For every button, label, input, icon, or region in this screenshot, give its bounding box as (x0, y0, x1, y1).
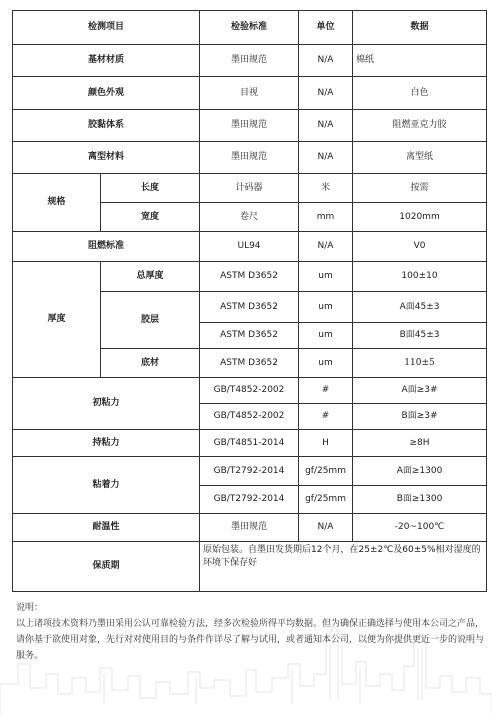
row-label: 长度 (101, 174, 200, 203)
table-row (13, 45, 487, 77)
row-label: 离型材料 (13, 142, 200, 174)
row-standard: ASTM D3652 (200, 262, 299, 292)
row-standard: 墨田规范 (200, 514, 299, 542)
row-unit: N/A (299, 110, 353, 142)
table-row (13, 514, 487, 542)
row-unit: H (299, 430, 353, 457)
row-value: 阻燃亚克力胶 (353, 110, 487, 142)
row-unit: 米 (299, 174, 353, 203)
spec-group-label: 规格 (13, 174, 101, 232)
row-label: 底材 (101, 349, 200, 378)
header-standard: 检验标准 (200, 11, 299, 45)
row-standard: 墨田规范 (200, 45, 299, 77)
row-standard: ASTM D3652 (200, 349, 299, 378)
table-row (13, 110, 487, 142)
row-value: 按需 (353, 174, 487, 203)
table-row (13, 262, 487, 292)
row-label: 总厚度 (101, 262, 200, 292)
row-value: 110±5 (353, 349, 487, 378)
table-row (13, 142, 487, 174)
table-row (13, 378, 487, 404)
notes-section (12, 600, 486, 664)
row-standard: 目视 (200, 77, 299, 110)
table-row (13, 232, 487, 262)
row-value: 棉纸 (353, 45, 487, 77)
row-value: V0 (353, 232, 487, 262)
thickness-group-label: 厚度 (13, 262, 101, 378)
notes-body: 以上诸项技术资料乃墨田采用公认可靠检验方法，经多次检验所得平均数据。但为确保正确选择与使用本公司之产品，请你基于欲使用对象，先行对对使用目的与条件作详尽了解与试用，或者通知本公司，以便为你提供更近一步的说明与服务。 (16, 619, 485, 661)
row-label: 颜色外观 (13, 77, 200, 110)
row-standard: GB/T4852-2002 (200, 404, 299, 430)
row-standard: GB/T4851-2014 (200, 430, 299, 457)
row-value: B面45±3 (353, 323, 487, 349)
row-unit: # (299, 378, 353, 404)
table-row (13, 457, 487, 486)
row-standard: 墨田规范 (200, 110, 299, 142)
row-value: 100±10 (353, 262, 487, 292)
row-unit: # (299, 404, 353, 430)
row-label: 胶层 (101, 292, 200, 349)
row-standard: ASTM D3652 (200, 323, 299, 349)
row-unit: um (299, 323, 353, 349)
notes-title: 说明： (16, 603, 44, 613)
table-header-row (13, 11, 487, 45)
header-data: 数据 (353, 11, 487, 45)
row-label: 持粘力 (13, 430, 200, 457)
row-standard: GB/T2792-2014 (200, 457, 299, 486)
row-standard: 墨田规范 (200, 142, 299, 174)
row-standard: 卷尺 (200, 203, 299, 232)
row-unit: um (299, 262, 353, 292)
row-value: B面≥1300 (353, 486, 487, 514)
row-standard: UL94 (200, 232, 299, 262)
row-unit: gf/25mm (299, 457, 353, 486)
row-label: 保质期 (13, 542, 200, 592)
row-standard: GB/T4852-2002 (200, 378, 299, 404)
table-row (13, 77, 487, 110)
row-value: A面≥3# (353, 378, 487, 404)
row-standard: ASTM D3652 (200, 292, 299, 323)
row-standard: 计码器 (200, 174, 299, 203)
shelf-life-value: 原始包装。自墨田发货期后12个月，在25±2℃及60±5%相对湿度的环境下保存好 (200, 542, 487, 592)
table-row (13, 430, 487, 457)
row-label: 粘着力 (13, 457, 200, 514)
row-value: -20~100℃ (353, 514, 487, 542)
row-standard: GB/T2792-2014 (200, 486, 299, 514)
row-unit: gf/25mm (299, 486, 353, 514)
row-value: B面≥3# (353, 404, 487, 430)
row-unit: N/A (299, 142, 353, 174)
row-value: 离型纸 (353, 142, 487, 174)
row-label: 基材材质 (13, 45, 200, 77)
spec-table (12, 10, 487, 592)
row-label: 初粘力 (13, 378, 200, 430)
row-label: 宽度 (101, 203, 200, 232)
header-unit: 单位 (299, 11, 353, 45)
row-value: A面45±3 (353, 292, 487, 323)
row-label: 阻燃标准 (13, 232, 200, 262)
row-unit: um (299, 349, 353, 378)
row-value: A面≥1300 (353, 457, 487, 486)
row-label: 耐温性 (13, 514, 200, 542)
row-unit: mm (299, 203, 353, 232)
row-unit: N/A (299, 45, 353, 77)
row-unit: um (299, 292, 353, 323)
row-label: 胶黏体系 (13, 110, 200, 142)
header-item: 检测项目 (13, 11, 200, 45)
row-value: 白色 (353, 77, 487, 110)
row-unit: N/A (299, 77, 353, 110)
row-value: ≥8H (353, 430, 487, 457)
table-row (13, 542, 487, 592)
row-unit: N/A (299, 514, 353, 542)
table-row (13, 174, 487, 203)
row-value: 1020mm (353, 203, 487, 232)
spec-sheet (12, 10, 486, 664)
row-unit: N/A (299, 232, 353, 262)
